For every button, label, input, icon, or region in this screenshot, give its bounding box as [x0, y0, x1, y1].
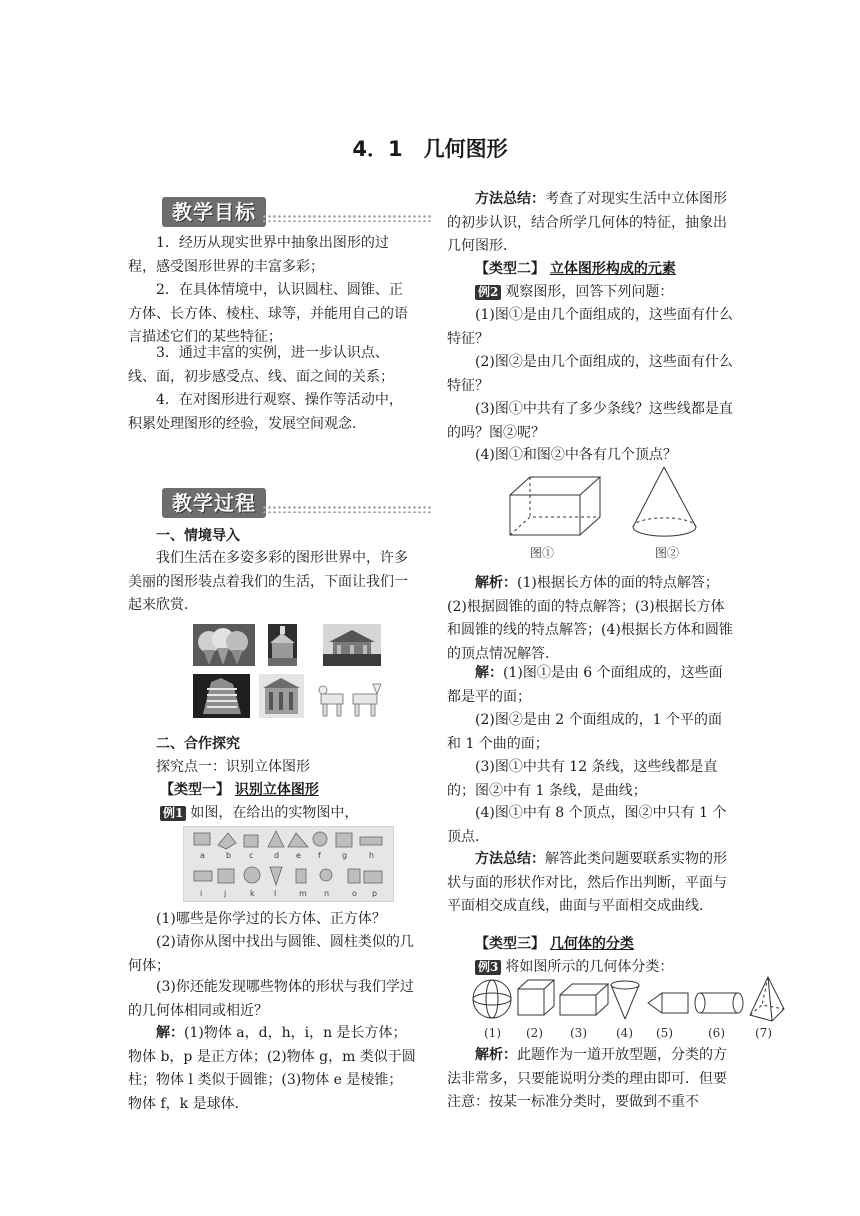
figure-1-caption: 图①: [530, 546, 555, 560]
svg-text:m: m: [299, 889, 307, 898]
shape-label-5: (5): [656, 1026, 673, 1040]
shape-label-1: (1): [484, 1026, 501, 1040]
figure-2-caption: 图②: [655, 546, 680, 560]
svg-text:g: g: [342, 851, 348, 860]
example-1-question-1: (1)哪些是你学过的长方体、正方体？: [156, 911, 386, 927]
svg-text:f: f: [318, 851, 321, 860]
type-3-heading: 【类型三】 几何体的分类: [475, 936, 634, 952]
sphere-shape: [473, 980, 511, 1018]
example-3-analysis: 解析：此题作为一道开放型题，分类的方法非常多，只要能说明分类的理由即可．但要注意：按某一标准分类时，要做到不重不: [447, 1047, 727, 1110]
type-1-heading: 【类型一】 识别立体图形: [160, 782, 319, 798]
svg-text:p: p: [372, 889, 378, 898]
cube-shape: [518, 980, 554, 1015]
example-1-question-3: (3)你还能发现哪些物体的形状与我们学过的几何体相同或相近？: [128, 979, 414, 1019]
photo-block-animals: [317, 680, 383, 720]
section-2-heading: 二、合作探究: [156, 736, 240, 752]
svg-text:e: e: [296, 851, 301, 860]
method-summary-1: 方法总结：考查了对现实生活中立体图形的初步认识，结合所学几何体的特征，抽象出几何图形．: [447, 191, 727, 254]
photo-ice-cream: [193, 624, 255, 666]
example-2-question-3: (3)图①中共有了多少条线？这些线都是直的吗？图②呢？: [447, 401, 733, 441]
svg-text:c: c: [249, 851, 254, 860]
example-2-figures: [500, 465, 740, 565]
shape-label-3: (3): [570, 1026, 587, 1040]
example-2-question-2: (2)图②是由几个面组成的，这些面有什么特征？: [447, 354, 733, 394]
prism-shape: [648, 993, 688, 1013]
shape-label-7: (7): [755, 1026, 772, 1040]
cuboid-figure: [510, 477, 600, 535]
example-1-badge: 例1: [160, 806, 186, 821]
example-2-solution-1: 解：(1)图①是由 6 个面组成的，这些面都是平的面；: [447, 665, 723, 705]
pyramid-shape: [750, 977, 784, 1021]
example-2-analysis: 解析：(1)根据长方体的面的特点解答；(2)根据圆锥的面的特点解答；(3)根据长方体和圆锥的线的特点解答；(4)根据长方体和圆锥的顶点情况解答．: [447, 575, 733, 662]
inquiry-point-1: 探究点一：识别立体图形: [156, 759, 310, 775]
example-2-badge: 例2: [475, 285, 501, 300]
example-1-prompt: 例1 如图，在给出的实物图中，: [160, 802, 358, 826]
photo-tower: [268, 624, 297, 666]
svg-text:o: o: [352, 889, 357, 898]
goal-1: 1．经历从现实世界中抽象出图形的过程，感受图形世界的丰富多彩；: [128, 235, 389, 275]
svg-text:i: i: [200, 889, 203, 898]
example-1-question-2: (2)请你从图中找出与圆锥、圆柱类似的几何体；: [128, 934, 414, 974]
example-2-prompt: 例2 观察图形，回答下列问题：: [475, 281, 673, 305]
svg-text:a: a: [200, 851, 205, 860]
type-2-heading: 【类型二】 立体图形构成的元素: [475, 261, 676, 277]
cone-shape: [611, 981, 639, 1019]
example-2-solution-2: (2)图②是由 2 个面组成的，1 个平的面和 1 个曲的面；: [447, 712, 722, 752]
teaching-process-banner: 教学过程: [162, 488, 432, 518]
example-1-solution: 解：(1)物体 a，d，h，i，n 是长方体；物体 b，p 是正方体；(2)物体 g，m 类似于圆柱；物体 l 类似于圆锥；(3)物体 e 是棱锥；物体 f，k 是球体．: [128, 1025, 416, 1112]
objects-strip-figure: [183, 826, 394, 902]
svg-text:n: n: [324, 889, 330, 898]
svg-text:j: j: [224, 889, 227, 898]
shape-label-2: (2): [526, 1026, 543, 1040]
shape-label-6: (6): [708, 1026, 725, 1040]
example-3-prompt: 例3 将如图所示的几何体分类：: [475, 956, 673, 980]
photo-palace: [259, 674, 304, 718]
method-summary-2: 方法总结：解答此类问题要联系实物的形状与面的形状作对比，然后作出判断，平面与平面相交成直线，曲面与平面相交成曲线．: [447, 851, 727, 914]
photo-night-building: [193, 674, 250, 718]
svg-text:k: k: [250, 889, 255, 898]
cone-figure: [633, 467, 696, 536]
example-3-badge: 例3: [475, 960, 501, 975]
shape-label-4: (4): [616, 1026, 633, 1040]
section-1-heading: 一、情境导入: [156, 528, 240, 544]
example-2-solution-3: (3)图①中共有 12 条线，这些线都是直的；图②中有 1 条线，是曲线；: [447, 759, 718, 799]
svg-text:b: b: [226, 851, 232, 860]
solids-figure-row: [468, 975, 798, 1043]
cylinder-shape: [695, 993, 743, 1013]
example-2-question-4: (4)图①和图②中各有几个顶点？: [475, 447, 677, 463]
goal-4: 4．在对图形进行观察、操作等活动中，积累处理图形的经验，发展空间观念．: [128, 392, 403, 432]
svg-text:h: h: [369, 851, 375, 860]
goal-2: 2．在具体情境中，认识圆柱、圆锥、正方体、长方体、棱柱、球等，并能用自己的语言描述它们的某些特征；: [128, 282, 408, 345]
example-2-question-1: (1)图①是由几个面组成的，这些面有什么特征？: [447, 307, 733, 347]
example-2-solution-4: (4)图①中有 8 个顶点，图②中只有 1 个顶点．: [447, 805, 727, 845]
cuboid-shape: [560, 984, 608, 1015]
goal-3: 3．通过丰富的实例，进一步认识点、线、面，初步感受点、线、面之间的关系；: [128, 345, 394, 385]
teaching-goals-banner: 教学目标: [162, 197, 432, 227]
photo-pavilion: [323, 624, 381, 666]
page-title: 4．1 几何图形: [352, 137, 508, 161]
svg-text:l: l: [274, 889, 277, 898]
svg-text:d: d: [274, 851, 280, 860]
section-1-text: 我们生活在多姿多彩的图形世界中，许多美丽的图形装点着我们的生活，下面让我们一起来欣赏．: [128, 550, 408, 613]
